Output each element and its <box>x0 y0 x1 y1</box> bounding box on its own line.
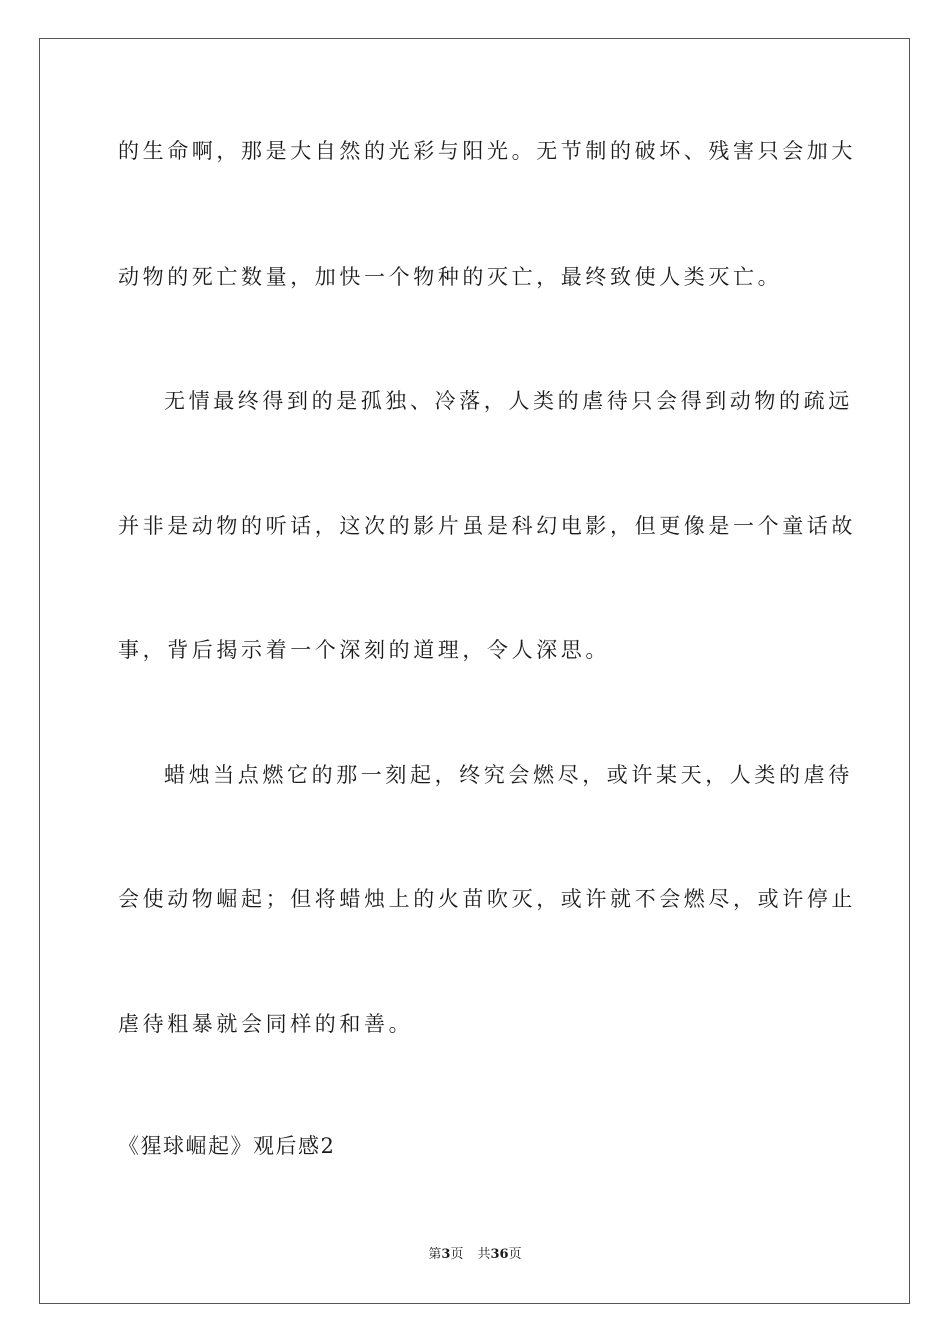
body-line-2: 动物的死亡数量，加快一个物种的灭亡，最终致使人类灭亡。 <box>118 265 783 289</box>
footer-total-unit: 页 <box>508 1247 522 1262</box>
body-line-4: 并非是动物的听话，这次的影片虽是科幻电影，但更像是一个童话故 <box>118 514 856 538</box>
section-heading: 《猩球崛起》观后感2 <box>118 1134 336 1158</box>
page-footer <box>0 1246 950 1264</box>
footer-page-number: 3 <box>441 1247 451 1262</box>
body-line-5: 事，背后揭示着一个深刻的道理，令人深思。 <box>118 638 610 662</box>
body-line-8: 虐待粗暴就会同样的和善。 <box>118 1012 414 1036</box>
body-line-6: 蜡烛当点燃它的那一刻起，终究会燃尽，或许某天，人类的虐待 <box>164 763 853 787</box>
body-line-3: 无情最终得到的是孤独、冷落，人类的虐待只会得到动物的疏远 <box>164 389 853 413</box>
footer-page-unit: 页 <box>450 1247 464 1262</box>
body-line-1: 的生命啊，那是大自然的光彩与阳光。无节制的破坏、残害只会加大 <box>118 139 856 163</box>
footer-page-prefix: 第 <box>428 1247 442 1262</box>
body-line-7: 会使动物崛起；但将蜡烛上的火苗吹灭，或许就不会燃尽，或许停止 <box>118 887 856 911</box>
page-border <box>39 38 910 1304</box>
footer-total-pages: 36 <box>490 1247 509 1262</box>
footer-total-prefix: 共 <box>477 1247 491 1262</box>
